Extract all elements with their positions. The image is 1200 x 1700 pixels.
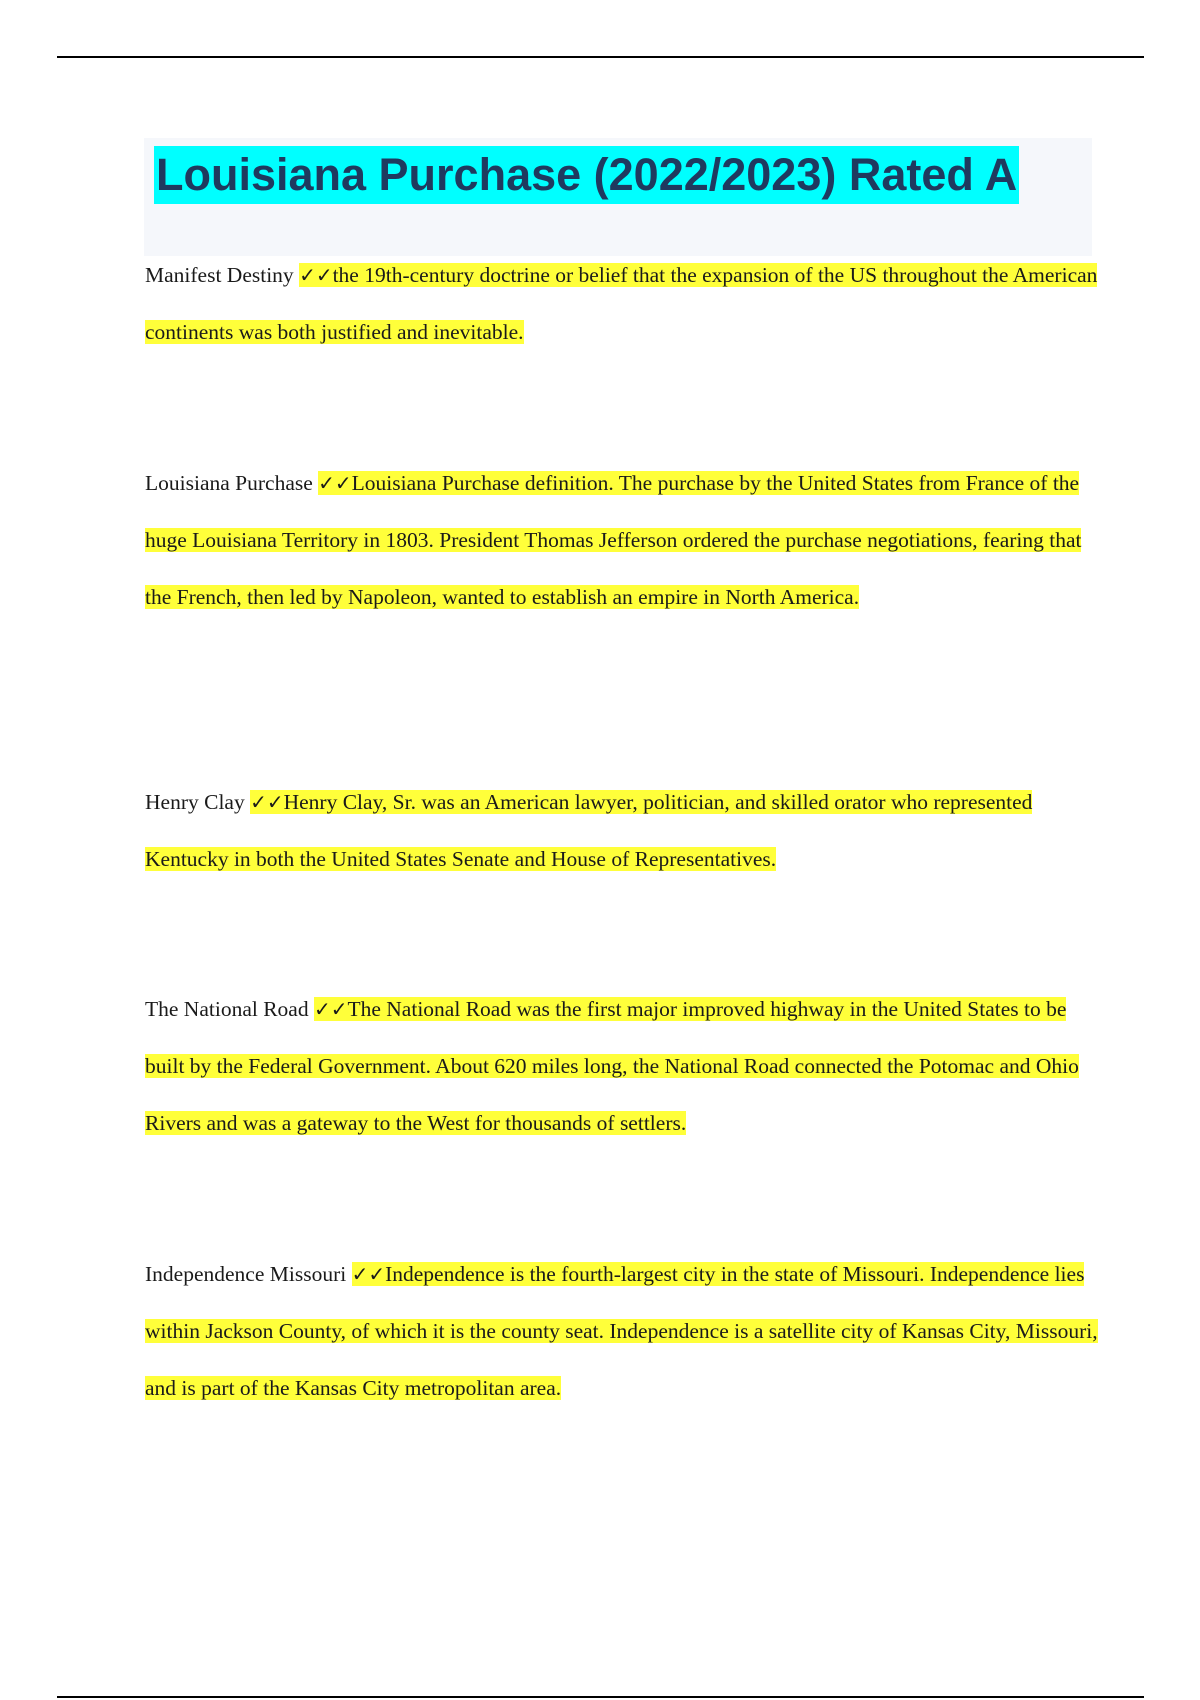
double-check-icon: ✓✓ [313,997,348,1021]
header-rule [57,56,1144,58]
entry-term: The National Road [145,997,309,1021]
entry-definition-text: The National Road was the first major improved highway in the United States to be built by the Federal Government. About 620 miles long, the National Road connected the Potomac and Ohio Rivers and was a gateway to the West for thousands of settlers. [145,997,1079,1135]
entry-henry-clay [145,774,1105,888]
entry-definition-text: the 19th-century doctrine or belief that the expansion of the US throughout the American continents was both justified and inevitable. [145,263,1098,344]
entry-manifest-destiny [145,247,1105,361]
document-title: Louisiana Purchase (2022/2023) Rated A [154,146,1019,204]
footer-rule [57,1696,1144,1698]
double-check-icon: ✓✓ [318,471,352,495]
entry-national-road [145,981,1105,1152]
entry-term: Manifest Destiny [145,263,294,287]
entry-louisiana-purchase [145,455,1105,626]
entry-term: Independence Missouri [145,1262,347,1286]
double-check-icon: ✓✓ [351,1262,386,1286]
entry-definition-text: Henry Clay, Sr. was an American lawyer, politician, and skilled orator who represented Kentucky in both the United States Senate and House of Representatives. [145,790,1033,871]
entry-definition-text: Louisiana Purchase definition. The purchase by the United States from France of the huge Louisiana Territory in 1803. President Thomas Jefferson ordered the purchase negotiations, fearing that the French, then led by Napoleon, wanted to establish an empire in North America. [145,471,1082,609]
entry-term: Henry Clay [145,790,245,814]
double-check-icon: ✓✓ [250,790,284,814]
entry-independence-missouri [145,1246,1105,1417]
double-check-icon: ✓✓ [299,263,333,287]
entry-definition [145,790,1032,871]
entry-definition-text: Independence is the fourth-largest city in the state of Missouri. Independence lies within Jackson County, of which it is the county seat. Independence is a satellite city of Kansas City, Missouri, and is part of the Kansas City metropolitan area. [145,1262,1098,1400]
entry-term: Louisiana Purchase [145,471,313,495]
